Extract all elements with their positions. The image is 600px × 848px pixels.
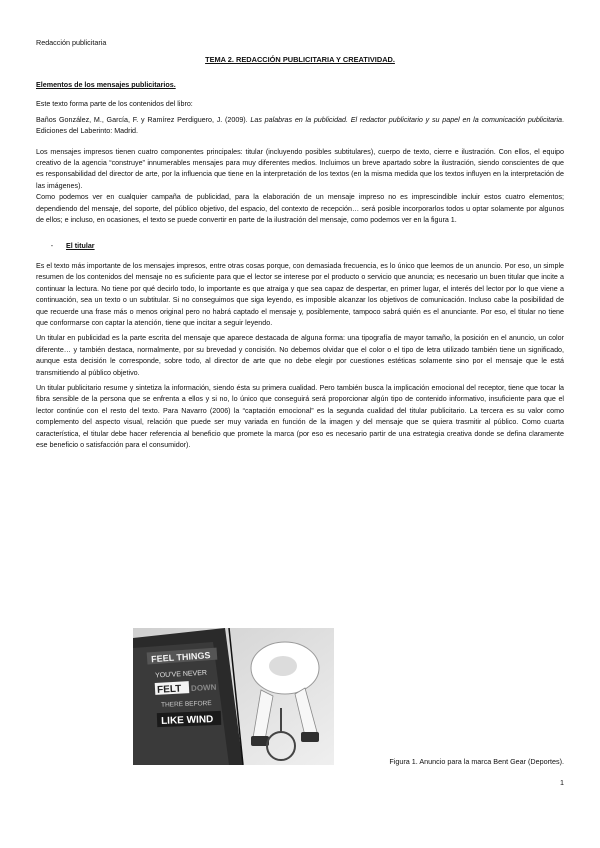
paragraph: Como podemos ver en cualquier campaña de publicidad, para la elaboración de un mensaje impreso no es imprescindible incluir estos cuatro elementos; dependiendo del mensaje, del soporte, del público objetivo, del espacio, del contexto de recepción… será posible incorporarlos todos u optar solamente por algunos de ellos; e incluso, en ocasiones, el texto se puede convertir en parte de la ilustración del mensaje, como podemos ver en la figura 1. [36,193,564,225]
paragraph: Los mensajes impresos tienen cuatro componentes principales: titular (incluyendo posibles subtitulares), cuerpo de texto, cierre e ilustración. Con ellos, el equipo creativo de la agencia “construye” innumerables mensajes para muy diferentes medios. Incluimos un breve apartado sobre la ilustración, siendo conscientes de que es responsabilidad del director de arte, por la influencia que tiene en la interpretación de los textos (en la misma medida que los textos influyen en la interpretación de las imágenes). [36,147,564,190]
advertisement-figure [133,628,334,765]
running-header: Redacción publicitaria [36,38,107,47]
ad-line-4: DOWN [190,682,217,694]
intro-text: Este texto forma parte de los contenidos del libro: [36,100,193,109]
figure-caption: Figura 1. Anuncio para la marca Bent Gear (Deportes). [389,757,564,766]
titular-heading [36,241,564,252]
ad-line-6: LIKE WIND [160,714,214,727]
titular-heading-label: El titular [66,242,95,251]
ad-line-5: THERE BEFORE [160,700,212,709]
bullet-dash: - [50,242,54,251]
paragraph: Es el texto más importante de los mensajes impresos, entre otras cosas porque, con demasiada frecuencia, es lo único que leemos de un anuncio. Por eso, un simple resumen de los contenidos del mensaje no es suficiente para que el lector se interese por el producto o servicio que anuncia; es necesario un buen titular que incite a continuar la lectura. No tiene por qué decirlo todo, lo importante es que atraiga y que sea capaz de despertar, en primer lugar, el interés del lector por lo que viene a continuación, sea un texto o un subtitular. Si no conseguimos que siga leyendo, es imposible alcanzar los objetivos de comunicación. Incluso cabe la posibilidad de que recuerde una frase más o menos original pero no habrá captado el mensaje y, posiblemente, tampoco sabrá quién es el anunciante. Por eso, el titular no tiene que conformarse con captar la atención, tiene que incitar a seguir leyendo. [36,261,564,327]
citation-book-title: Las palabras en la publicidad. El redactor publicitario y su papel en la comunicación publicitaria [250,115,563,124]
ad-line-1: FEEL THINGS [150,650,211,665]
section-heading: Elementos de los mensajes publicitarios. [36,81,176,89]
citation-authors: Baños González, M., García, F. y Ramírez Perdiguero, J. (2009). [36,115,248,124]
paragraph: Un titular en publicidad es la parte escrita del mensaje que aparece destacada de alguna forma: una tipografía de mayor tamaño, la posición en el anuncio, un color diferente… y también destaca, normalmente, por su brevedad y concisión. No debemos olvidar que el color o el tipo de letra utilizado también tiene un significado, aunque esta decisión le corresponde, sobre todo, al director de arte que no debe elegir por cuestiones estéticas solamente sino por el mensaje que le está transmitiendo al público objetivo. [36,334,564,377]
advertisement-image [133,628,334,765]
paragraph: Un titular publicitario resume y sintetiza la información, siendo ésta su primera cualidad. Pero también busca la implicación emocional del receptor, tiene que tocar la fibra sensible de la persona que se enfrenta a ellos y si no, lo único que conseguirá será proporcionar algún tipo de contenido informativo, insuficiente para que el lector continúe con el resto del texto. Para Navarro (2006) la “captación emocional” es la segunda cualidad del titular publicitario. La tercera es su valor como complemento del aspecto visual, relación que puede ser muy variada en función de la imagen y del mensaje que se quiera trasmitir al público. Como cuarta característica, el titular debe hacer referencia al beneficio que promete la marca (por eso es necesario partir de una estrategia creativa donde se defina claramente ese beneficio o satisfacción para el consumidor). [36,383,564,449]
page-number: 1 [560,778,564,787]
citation [36,115,564,138]
ad-line-2: YOU'VE NEVER [154,669,208,680]
citation-publisher: . Ediciones del Laberinto: Madrid. [36,115,564,136]
document-title: TEMA 2. REDACCIÓN PUBLICITARIA Y CREATIVIDAD. [205,55,395,64]
document-body [36,80,564,451]
ad-line-3: FELT [156,683,182,696]
